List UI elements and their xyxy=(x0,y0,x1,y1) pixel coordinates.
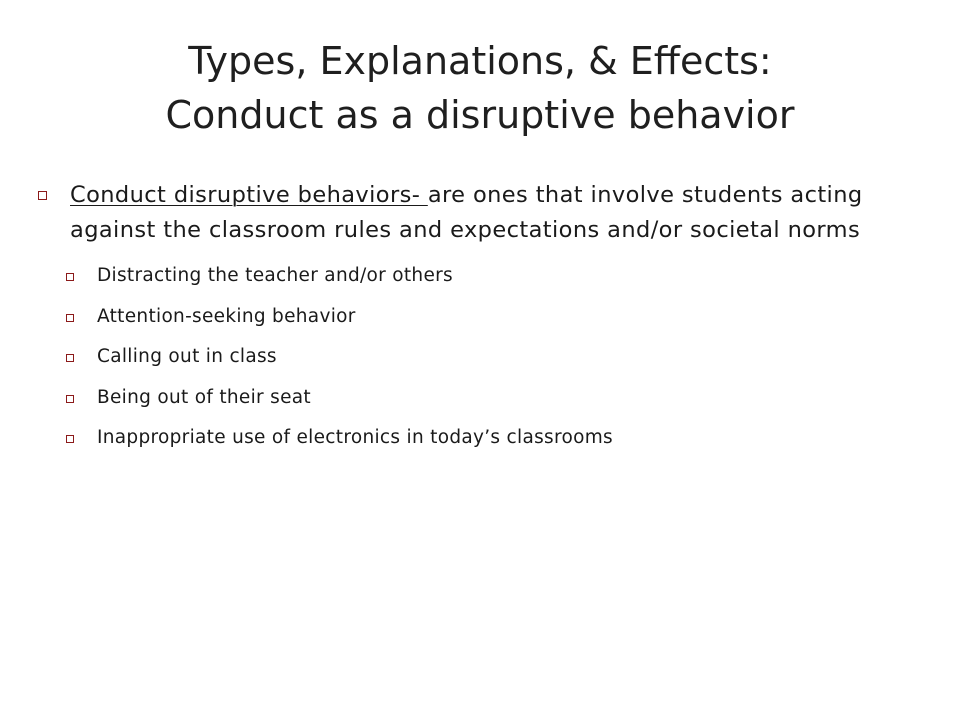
main-bullet xyxy=(38,178,918,248)
square-bullet-icon xyxy=(66,314,74,322)
sub-bullet-text: Distracting the teacher and/or others xyxy=(97,265,453,286)
sub-bullet-list xyxy=(66,264,918,450)
main-bullet-definition: are ones that involve students acting against the classroom rules and expectations and/or societal norms xyxy=(70,182,863,243)
list-item xyxy=(66,426,918,450)
sub-bullet-text: Being out of their seat xyxy=(97,386,311,408)
main-bullet-text xyxy=(70,178,918,248)
sub-bullet-text: Inappropriate use of electronics in today’s classrooms xyxy=(97,427,613,448)
title-line-2: Conduct as a disruptive behavior xyxy=(165,93,795,137)
square-bullet-icon xyxy=(66,354,74,362)
list-item xyxy=(66,386,918,410)
list-item xyxy=(66,345,918,369)
list-item xyxy=(66,305,918,329)
slide-content xyxy=(38,178,918,467)
title-line-1: Types, Explanations, & Effects: xyxy=(188,39,772,83)
square-bullet-icon xyxy=(66,395,74,403)
square-bullet-icon xyxy=(66,273,74,281)
list-item xyxy=(66,264,918,288)
sub-bullet-text: Attention-seeking behavior xyxy=(97,305,356,327)
square-bullet-icon xyxy=(38,191,47,200)
sub-bullet-text: Calling out in class xyxy=(97,346,277,367)
square-bullet-icon xyxy=(66,435,74,443)
slide-title xyxy=(40,34,920,142)
main-bullet-term: Conduct disruptive behaviors- xyxy=(70,182,428,208)
